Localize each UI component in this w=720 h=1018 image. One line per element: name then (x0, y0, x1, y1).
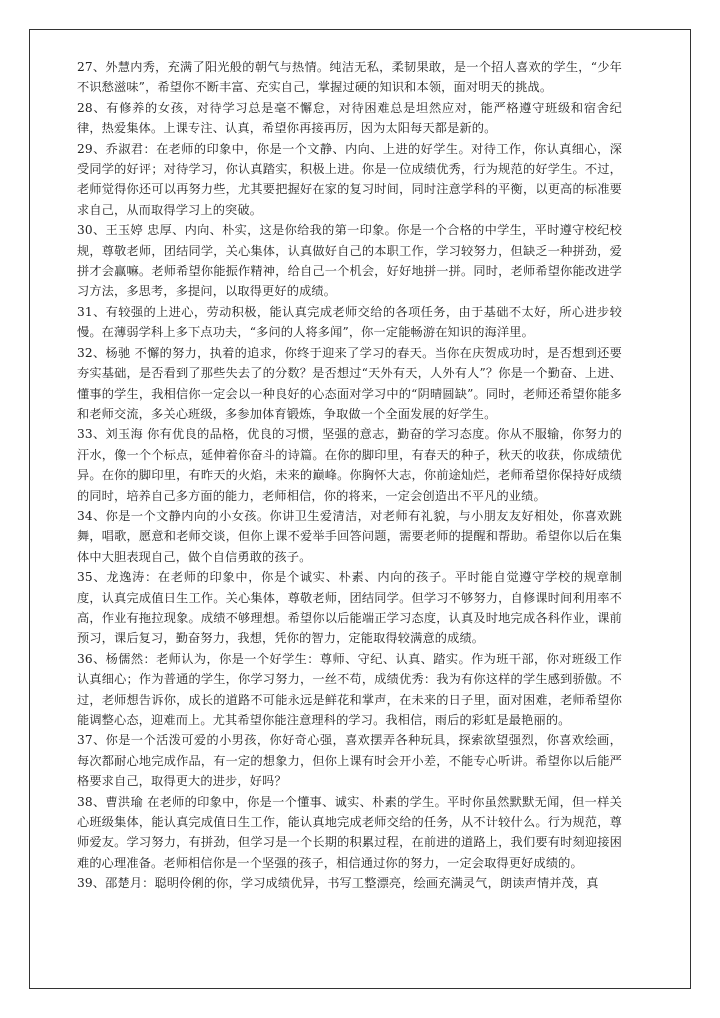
comment-paragraph-29: 29、乔淑君：在老师的印象中，你是一个文静、内向、上进的好学生。对待工作，你认真细心，深受同学的好评；对待学习，你认真踏实，积极上进。你是一位成绩优秀，行为规范的好学生。不过，老师觉得你还可以再努力些，尤其要把握好在家的复习时间，同时注意学科的平衡，以更高的标准要求自己，从而取得学习上的突破。 (77, 141, 622, 217)
comment-paragraph-36: 36、杨儒然：老师认为，你是一个好学生：尊师、守纪、认真、踏实。作为班干部，你对班级工作认真细心；作为普通的学生，你学习努力，一丝不苟，成绩优秀：我为有你这样的学生感到骄傲。不过，老师想告诉你，成长的道路不可能永远是鲜花和掌声，在未来的日子里，面对困难，老师希望你能调整心态，迎难而上。尤其希望你能注意理科的学习。我相信，雨后的彩虹是最艳丽的。 (77, 651, 622, 727)
comment-paragraph-31: 31、有较强的上进心，劳动积极，能认真完成老师交给的各项任务，由于基础不太好，所心进步较慢。在薄弱学科上多下点功夫，“多问的人将多闻”，你一定能畅游在知识的海洋里。 (77, 304, 622, 340)
comment-paragraph-28: 28、有修养的女孩，对待学习总是毫不懈怠，对待困难总是坦然应对，能严格遵守班级和宿舍纪律，热爱集体。上课专注、认真，希望你再接再厉，因为太阳每天都是新的。 (77, 100, 622, 136)
comment-paragraph-34: 34、你是一个文静内向的小女孩。你讲卫生爱清洁，对老师有礼貌，与小朋友友好相处，你喜欢跳舞，唱歌，愿意和老师交谈，但你上课不爱举手回答问题，需要老师的提醒和帮助。希望你以后在集体中大胆表现自己，做个自信勇敢的孩子。 (77, 508, 622, 564)
document-body (77, 57, 622, 894)
comment-paragraph-27: 27、外慧内秀，充满了阳光般的朝气与热情。纯洁无私，柔韧果敢，是一个招人喜欢的学生，“少年不识愁滋味”，希望你不断丰富、充实自己，掌握过硬的知识和本领，面对明天的挑战。 (77, 60, 622, 95)
comment-paragraph-33: 33、刘玉海 你有优良的品格，优良的习惯，坚强的意志，勤奋的学习态度。你从不服输，你努力的汗水，像一个个标点，延伸着你奋斗的诗篇。在你的脚印里，有春天的种子，秋天的收获，你成绩优异。在你的脚印里，有昨天的火焰，未来的巅峰。你胸怀大志，你前途灿烂，老师希望你保持好成绩的同时，培养自己多方面的能力，老师相信，你的将来，一定会创造出不平凡的业绩。 (77, 427, 622, 503)
comment-paragraph-38: 38、曹洪瑜 在老师的印象中，你是一个懂事、诚实、朴素的学生。平时你虽然默默无闻，但一样关心班级集体，能认真完成值日生工作，能认真地完成老师交给的任务，从不计较什么。行为规范，尊师爱友。学习努力，有拼劲，但学习是一个长期的积累过程，在前进的道路上，我们要有时刻迎接困难的心理准备。老师相信你是一个坚强的孩子，相信通过你的努力，一定会取得更好成绩的。 (77, 794, 622, 870)
comment-paragraph-37: 37、你是一个活泼可爱的小男孩，你好奇心强，喜欢摆弄各种玩具，探索欲望强烈，你喜欢绘画，每次都耐心地完成作品，有一定的想象力，但你上课有时会开小差，不能专心听讲。希望你以后能严格要求自己，取得更大的进步，好吗？ (77, 733, 622, 789)
comment-paragraph-39: 39、邵楚月：聪明伶俐的你，学习成绩优异，书写工整漂亮，绘画充满灵气，朗读声情并茂，真 (77, 876, 599, 891)
comment-paragraph-32: 32、杨驰 不懈的努力，执着的追求，你终于迎来了学习的春天。当你在庆贺成功时，是否想到还要夯实基础，是否看到了那些失去了的分数？是否想过“天外有天，人外有人”？你是一个勤奋、上进、懂事的学生，我相信你一定会以一种良好的心态面对学习中的“阴晴圆缺”。同时，老师还希望你能多和老师交流，多关心班级，多参加体育锻炼，争取做一个全面发展的好学生。 (77, 345, 622, 421)
comment-paragraph-35: 35、龙逸涛：在老师的印象中，你是个诚实、朴素、内向的孩子。平时能自觉遵守学校的规章制度，认真完成值日生工作。关心集体，尊敬老师，团结同学。但学习不够努力，自修课时间利用率不高，作业有拖拉现象。成绩不够理想。希望你以后能端正学习态度，认真及时地完成各科作业，课前预习，课后复习，勤奋努力，我想，凭你的智力，定能取得较满意的成绩。 (77, 570, 622, 646)
comment-paragraph-30: 30、王玉婷 忠厚、内向、朴实，这是你给我的第一印象。你是一个合格的中学生，平时遵守校纪校规，尊敬老师，团结同学，关心集体，认真做好自己的本职工作，学习较努力，但缺乏一种拼劲，爱拼才会赢嘛。老师希望你能振作精神，给自己一个机会，好好地拼一拼。同时，老师希望你能改进学习方法，多思考，多提问，以取得更好的成绩。 (77, 223, 622, 299)
